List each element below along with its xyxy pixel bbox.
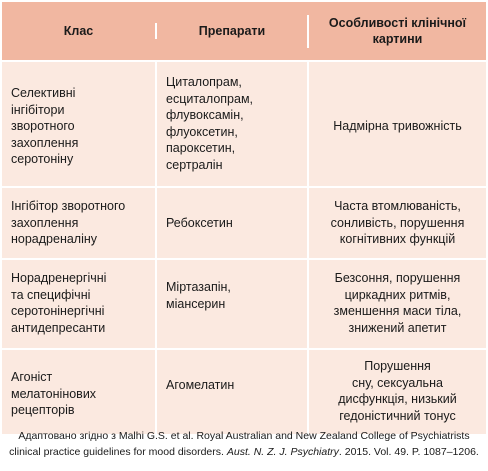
table-row [2,260,486,350]
cell-text: Ребоксетин [166,216,233,230]
cell-class [2,350,155,434]
cell-drugs [155,188,307,258]
cell-text: Інгібітор зворотного захоплення норадреналіну [11,199,126,246]
cell-text: Циталопрам, есциталопрам, флувоксамін, флуоксетин, пароксетин, сертралін [166,75,254,172]
header-features: Особливості клінічної картини [307,15,486,48]
footnote-line-1: Адаптовано згідно з Malhi G.S. et al. Royal Australian and New Zealand College of Psychiatrists [18,430,470,442]
cell-features [307,188,486,258]
cell-drugs [155,350,307,434]
journal-name: Aust. N. Z. J. Psychiatry [226,446,339,458]
antidepressants-table [2,2,486,434]
footnote-line-2 [0,444,488,460]
cell-class [2,62,155,186]
header-class: Клас [63,23,94,38]
cell-text: Агомелатин [166,378,235,392]
cell-text: Агоніст мелатонінових рецепторів [11,370,97,417]
footnote-text: clinical practice guidelines for mood disorders. [9,446,227,458]
cell-text: Порушення сну, сексуальна дисфункція, низький гедоністичний тонус [338,359,457,423]
cell-features [307,62,486,186]
cell-class [2,260,155,348]
header-drugs: Препарати [155,23,307,40]
table-row [2,188,486,260]
cell-text: Норадренергічні та специфічні серотонінергічні антидепресанти [11,271,107,335]
cell-features [307,260,486,348]
cell-text: Часта втомлюваність, сонливість, порушення когнітивних функцій [330,199,465,246]
cell-text: Надмірна тривожність [333,119,462,133]
footnote-text: . 2015. Vol. 49. P. 1087–1206. [338,446,479,458]
table-row [2,62,486,188]
cell-text: Міртазапін, міансерин [166,280,231,311]
source-footnote [0,428,488,460]
cell-drugs [155,62,307,186]
cell-text: Безсоння, порушення циркадних ритмів, зменшення маси тіла, знижений апетит [333,271,462,335]
cell-class [2,188,155,258]
table-row [2,350,486,434]
cell-drugs [155,260,307,348]
cell-text: Селективні інгібітори зворотного захоплення серотоніну [11,86,79,166]
cell-features [307,350,486,434]
table-header-row [2,2,486,62]
